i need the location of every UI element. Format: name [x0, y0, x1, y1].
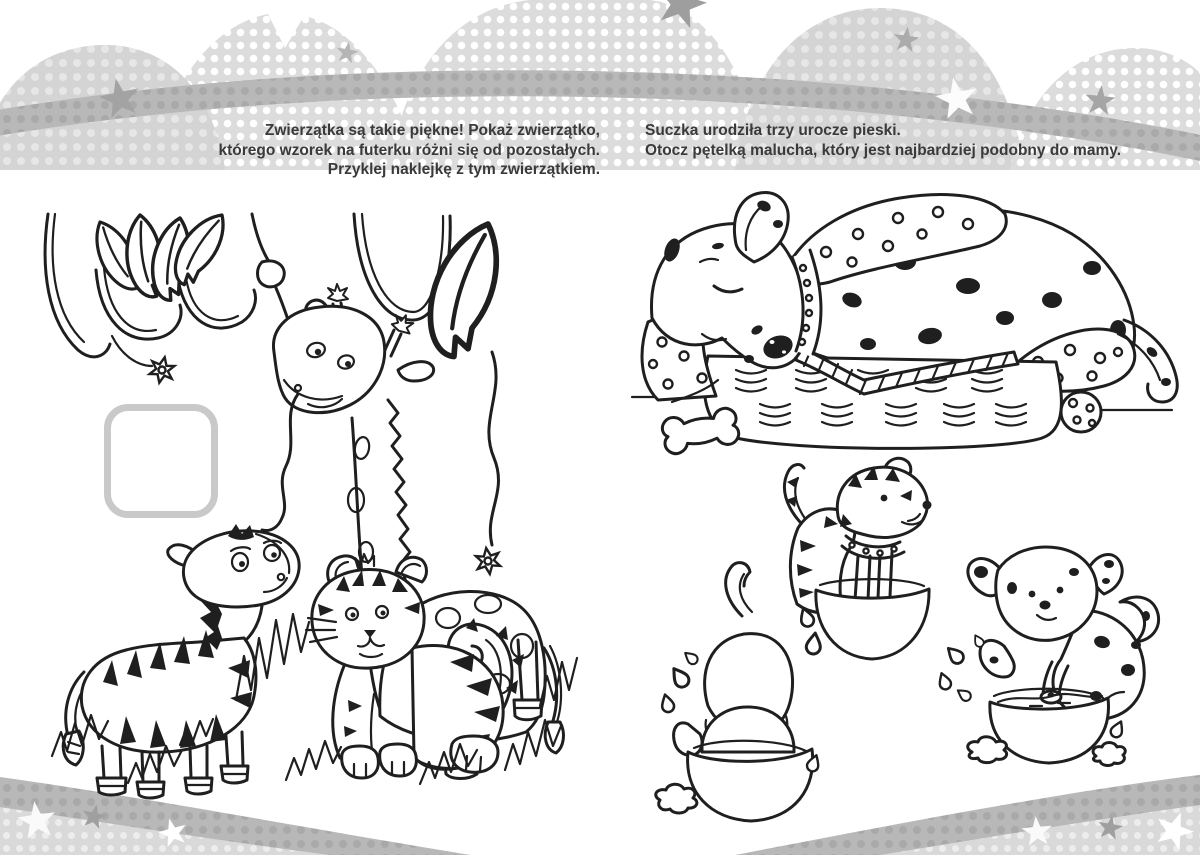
- instruction-line: Otocz pętelką malucha, który jest najbardziej podobny do mamy.: [645, 141, 1122, 159]
- puppies-scene: [632, 193, 1177, 821]
- puddle: [968, 737, 1007, 763]
- jungle-scene: [45, 205, 577, 798]
- puppy-collar: [842, 536, 904, 558]
- flower-star: [148, 355, 176, 385]
- bowl: [816, 589, 929, 659]
- flower-star: [475, 547, 501, 576]
- mother-dalmatian-in-basket: [632, 193, 1177, 456]
- right-page-instructions: [645, 121, 1121, 160]
- instruction-line: Zwierzątka są takie piękne! Pokaż zwierzątko,: [264, 122, 600, 139]
- instruction-line: Przyklej naklejkę z tym zwierzątkiem.: [327, 161, 600, 179]
- instruction-line: Suczka urodziła trzy urocze pieski.: [645, 122, 901, 139]
- puddle: [1093, 743, 1125, 766]
- puppy-striped: [784, 458, 931, 659]
- dog-bone: [661, 407, 741, 456]
- instruction-line: którego wzorek na futerku różni się od pozostałych.: [218, 141, 600, 159]
- ball: [1061, 392, 1101, 432]
- bowl: [688, 749, 813, 821]
- puddle: [656, 784, 697, 813]
- left-page-instructions: [218, 121, 600, 180]
- puppy-dalmatian: [936, 547, 1158, 765]
- jungle-vines-and-leaves: [45, 205, 509, 575]
